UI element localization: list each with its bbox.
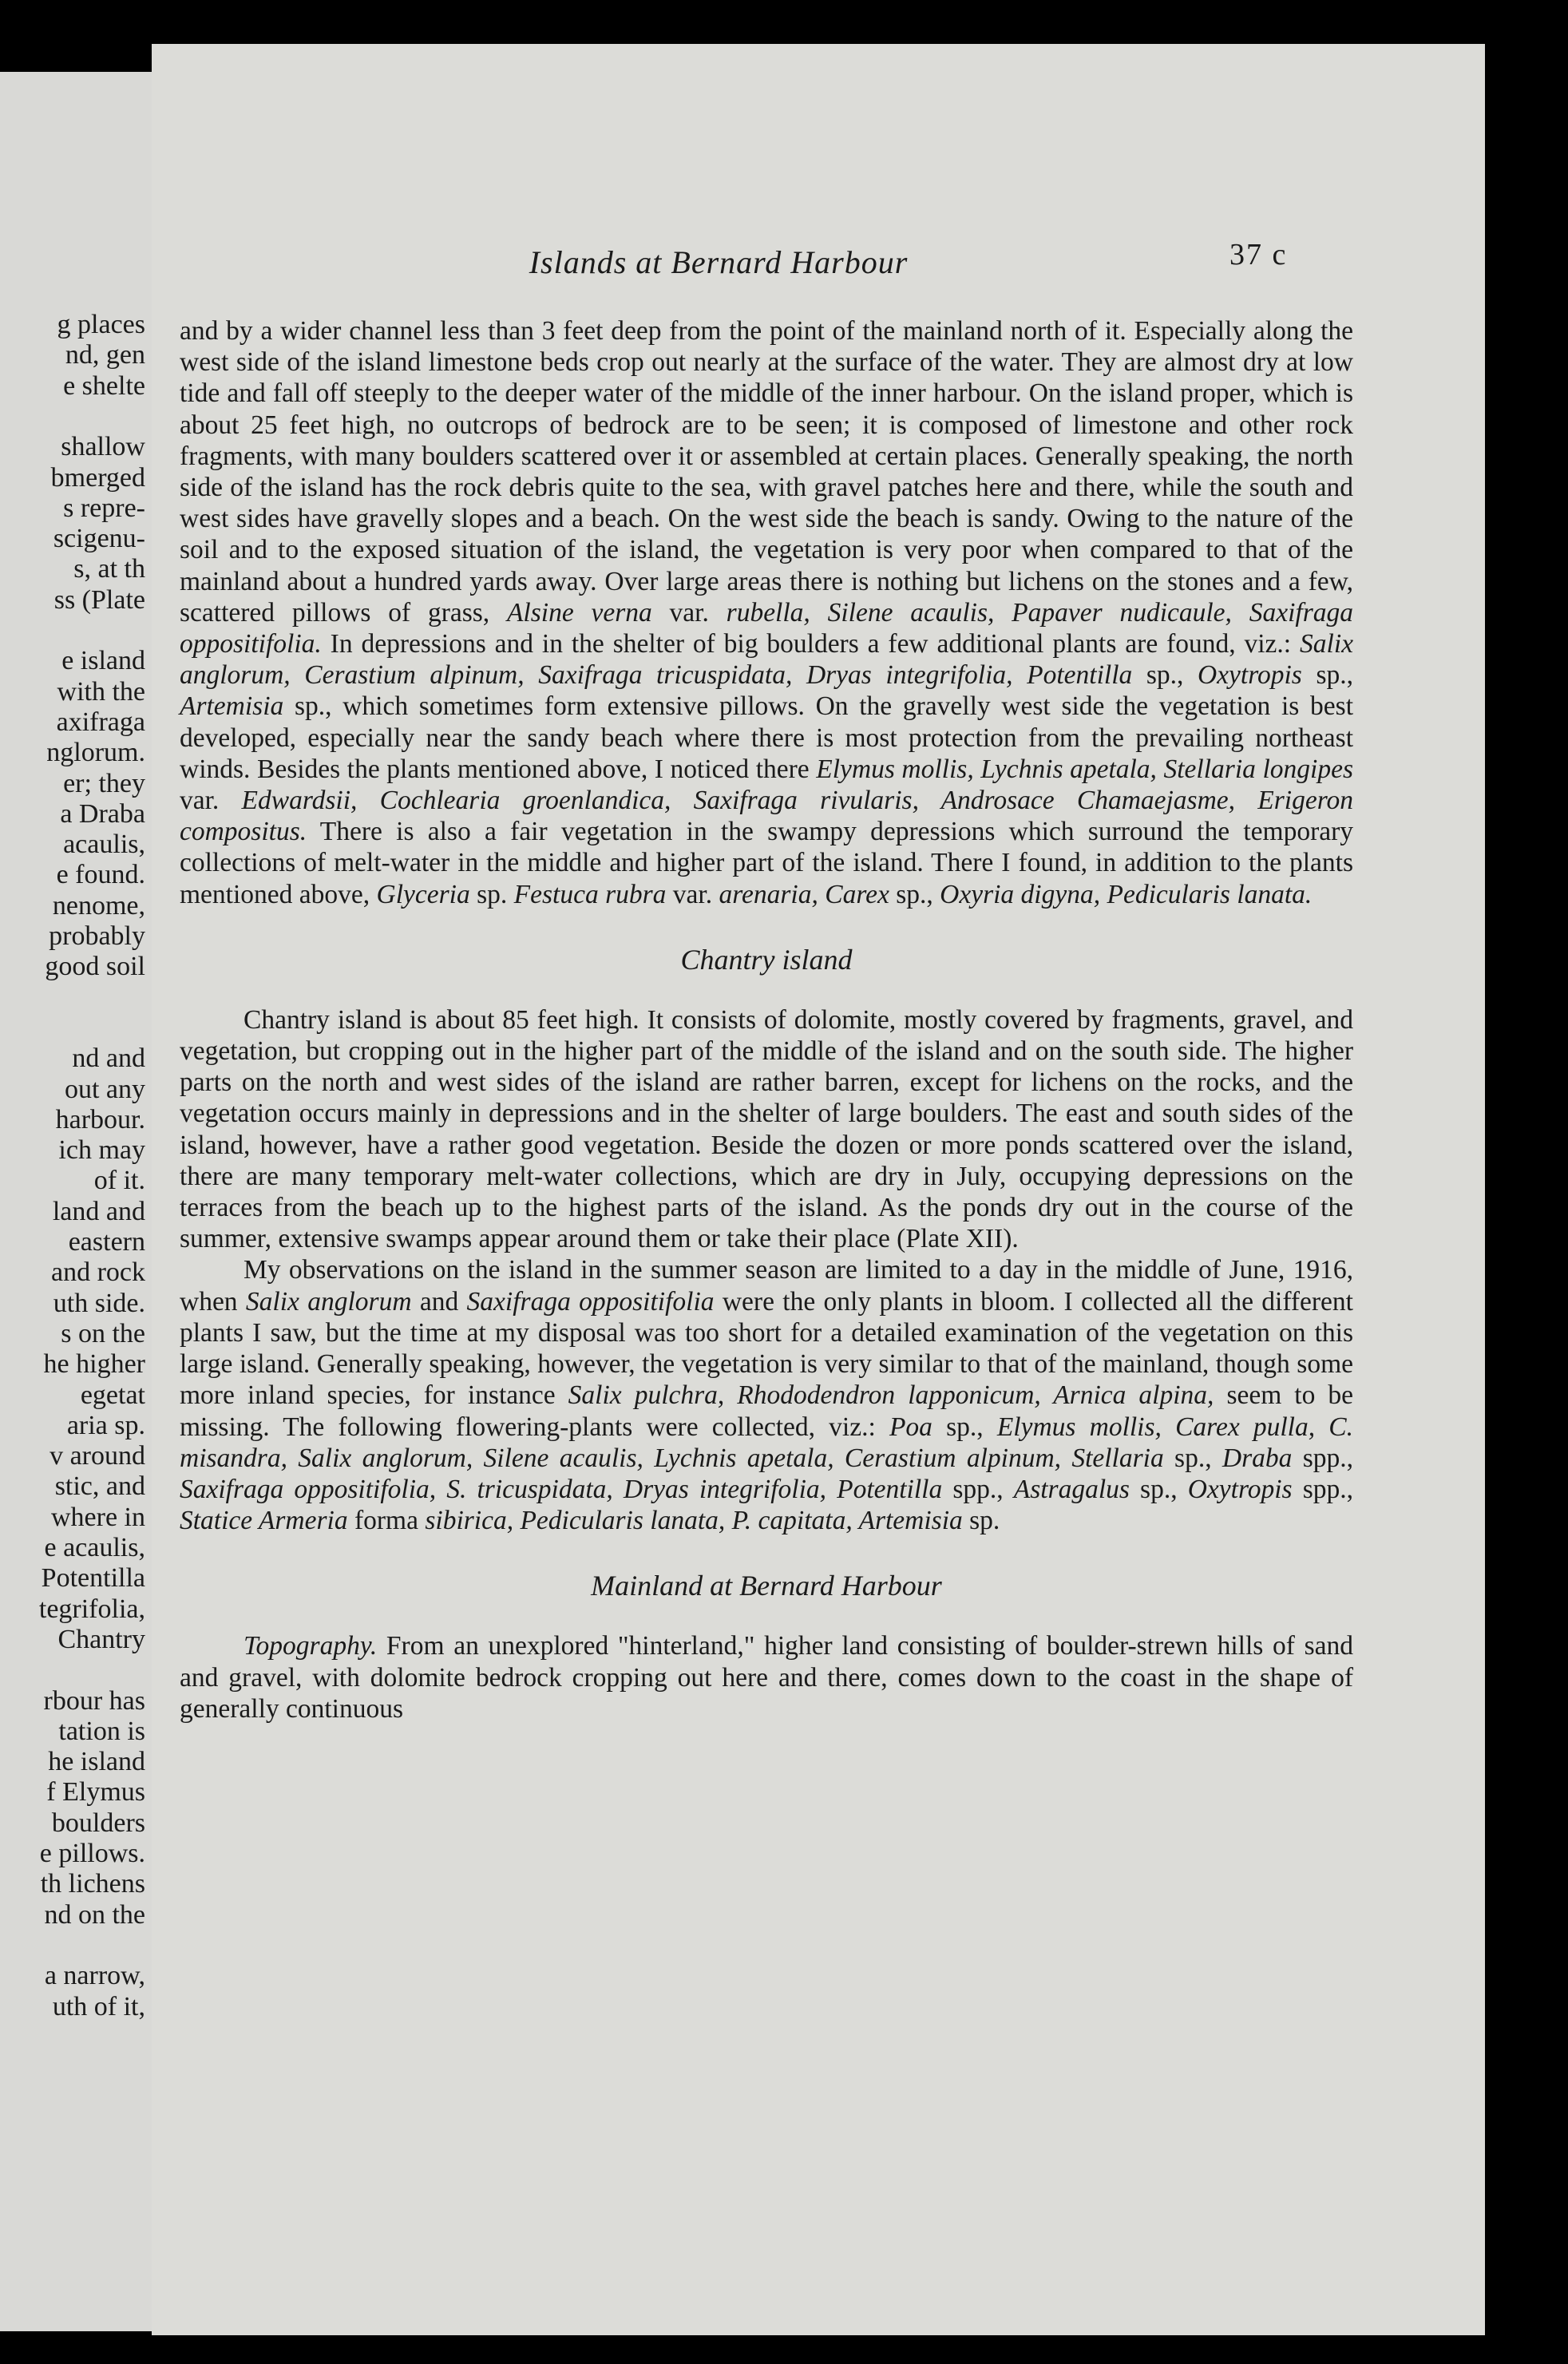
left-page-fragment: rbour has	[43, 1685, 145, 1716]
left-page-fragment: shallow	[61, 432, 145, 462]
left-page-fragment: e pillows.	[39, 1839, 145, 1868]
left-page-fragment: tation is	[58, 1716, 145, 1746]
page-header	[152, 238, 1485, 291]
left-page-fragment: uth of it,	[52, 1991, 145, 2021]
left-page-fragment: uth side.	[53, 1288, 145, 1318]
left-page-fragment: eastern	[68, 1227, 145, 1257]
left-page-fragment: e found.	[56, 860, 145, 890]
left-page-fragment: with the	[57, 676, 145, 707]
section-heading-chantry-island: Chantry island	[680, 943, 853, 976]
left-page-fragment: harbour.	[55, 1104, 145, 1134]
book-page	[152, 44, 1485, 2335]
left-page-fragment: nenome,	[52, 890, 145, 921]
left-page-fragment: where in	[50, 1502, 145, 1532]
left-page-fragment: e acaulis,	[44, 1533, 145, 1562]
left-page-fragment: stic, and	[54, 1471, 145, 1502]
left-page-fragment: bmerged	[50, 462, 145, 493]
left-page-fragment: a narrow,	[44, 1961, 145, 1991]
left-page-fragment: ss (Plate	[53, 584, 145, 615]
left-page-fragment: e shelte	[63, 370, 145, 401]
paragraph-chantry-2: My observations on the island in the summer season are limited to a day in the middle of June, 1916, when Salix anglorum and Saxifraga oppositifolia were the only plants in bloom. I collected all the different plants I saw, but the time at my disposal was too short for a detailed examination of the vegetation on this large island. Generally speaking, however, the vegetation is very similar to that of the mainland, though some more inland species, for instance Salix pulchra, Rhododendron lapponicum, Arnica alpina, seem to be missing. The following flowering-plants were collected, viz.: Poa sp., Elymus mollis, Carex pulla, C. misandra, Salix anglorum, Silene acaulis, Lychnis apetala, Cerastium alpinum, Stellaria sp., Draba spp., Saxifraga oppositifolia, S. tricuspidata, Dryas integrifolia, Potentilla spp., Astragalus sp., Oxytropis spp., Statice Armeria forma sibirica, Pedicularis lanata, P. capitata, Artemisia sp.	[180, 1255, 1354, 1536]
left-page-fragment: v around	[49, 1441, 145, 1471]
left-page-fragment: s on the	[61, 1318, 145, 1348]
left-page-fragment: Potentilla	[41, 1563, 145, 1594]
left-page-fragment: tegrifolia,	[38, 1594, 145, 1624]
left-page-fragment: probably	[49, 921, 145, 951]
body-text	[180, 315, 1353, 1724]
page-number: 37 c	[1229, 238, 1288, 271]
left-page-fragment: s, at th	[73, 554, 145, 584]
paragraph-islands: and by a wider channel less than 3 feet deep from the point of the mainland north of it. Especially along the west side of the island limestone beds crop out nearly at the surface of the water. They are almost dry at low tide and fall off steeply to the deeper water of the middle of the inner harbour. On the island proper, which is about 25 feet high, no outcrops of bedrock are to be seen; it is composed of limestone and other rock fragments, with many boulders scattered over it or assembled at certain places. Generally speaking, the north side of the island has the rock debris quite to the sea, with gravel patches here and there, while the south and west sides have gravelly slopes and a beach. On the west side the beach is sandy. Owing to the nature of the soil and to the exposed situation of the island, the vegetation is very poor when compared to that of the mainland about a hundred yards away. Over large areas there is nothing but lichens on the stones and a few, scattered pillows of grass, Alsine verna var. rubella, Silene acaulis, Papaver nudicaule, Saxifraga oppositifolia. In depressions and in the shelter of big boulders a few additional plants are found, viz.: Salix anglorum, Cerastium alpinum, Saxifraga tricuspidata, Dryas integrifolia, Potentilla sp., Oxytropis sp., Artemisia sp., which sometimes form extensive pillows. On the gravelly west side the vegetation is best developed, especially near the sandy beach where there is most protection from the prevailing northeast winds. Besides the plants mentioned above, I noticed there Elymus mollis, Lychnis apetala, Stellaria longipes var. Edwardsii, Cochlearia groenlandica, Saxifraga rivularis, Androsace Chamaejasme, Erigeron compositus. There is also a fair vegetation in the swampy depressions which surround the temporary collections of melt-water in the middle and higher part of the island. There I found, in addition to the plants mentioned above, Glyceria sp. Festuca rubra var. arenaria, Carex sp., Oxyria digyna, Pedicularis lanata.	[180, 316, 1353, 909]
previous-page-strip	[0, 72, 152, 2331]
left-page-fragment: axifraga	[56, 707, 145, 737]
left-page-fragment: scigenu-	[53, 524, 145, 554]
paragraph-topography: Topography. From an unexplored "hinterland," higher land consisting of boulder-strewn hills of sand and gravel, with dolomite bedrock cropping out here and there, comes down to the coast in the shape of generally continuous	[180, 1631, 1353, 1724]
running-head: Islands at Bernard Harbour	[529, 244, 909, 280]
left-page-fragment: land and	[52, 1196, 145, 1226]
left-page-fragment: and rock	[50, 1257, 145, 1288]
left-page-fragment: good soil	[45, 952, 145, 982]
left-page-fragment: boulders	[51, 1808, 145, 1838]
left-page-fragment: e island	[61, 646, 145, 676]
left-page-fragment: egetat	[80, 1380, 145, 1410]
left-page-fragment: ich may	[58, 1135, 145, 1166]
left-page-fragment: a Draba	[60, 798, 145, 829]
left-page-fragment: nd on the	[44, 1899, 145, 1930]
left-page-fragment: th lichens	[40, 1869, 145, 1899]
left-page-fragment: Chantry	[57, 1624, 145, 1654]
left-page-fragment: of it.	[93, 1166, 145, 1196]
left-page-fragment: er; they	[63, 768, 145, 798]
paragraph-chantry-1: Chantry island is about 85 feet high. It consists of dolomite, mostly covered by fragments, gravel, and vegetation, but cropping out in the higher part of the middle of the island and on the south side. The higher parts on the north and west sides of the island are rather barren, except for lichens on the rocks, and the vegetation occurs mainly in depressions and in the shelter of large boulders. The east and south sides of the island, however, have a rather good vegetation. Beside the dozen or more ponds scattered over the island, there are many temporary melt-water collections, which are dry in July, occupying depressions on the terraces from the beach up to the highest parts of the island. As the ponds dry out in the course of the summer, extensive swamps appear around them or take their place (Plate XII).	[180, 1004, 1353, 1254]
left-page-fragment: s repre-	[63, 493, 145, 523]
left-page-fragment: acaulis,	[63, 830, 145, 860]
left-page-fragment: he island	[48, 1747, 145, 1777]
left-page-fragment: nd, gen	[65, 340, 145, 370]
left-page-fragment: g places	[57, 310, 145, 339]
left-page-fragment: nglorum.	[46, 738, 145, 768]
left-page-fragment: nd and	[72, 1043, 145, 1074]
left-page-fragment: f Elymus	[46, 1777, 145, 1808]
left-page-fragment: aria sp.	[66, 1410, 145, 1440]
section-heading-mainland: Mainland at Bernard Harbour	[591, 1570, 942, 1602]
left-page-fragment: out any	[64, 1074, 145, 1104]
left-page-fragment: he higher	[43, 1349, 145, 1380]
